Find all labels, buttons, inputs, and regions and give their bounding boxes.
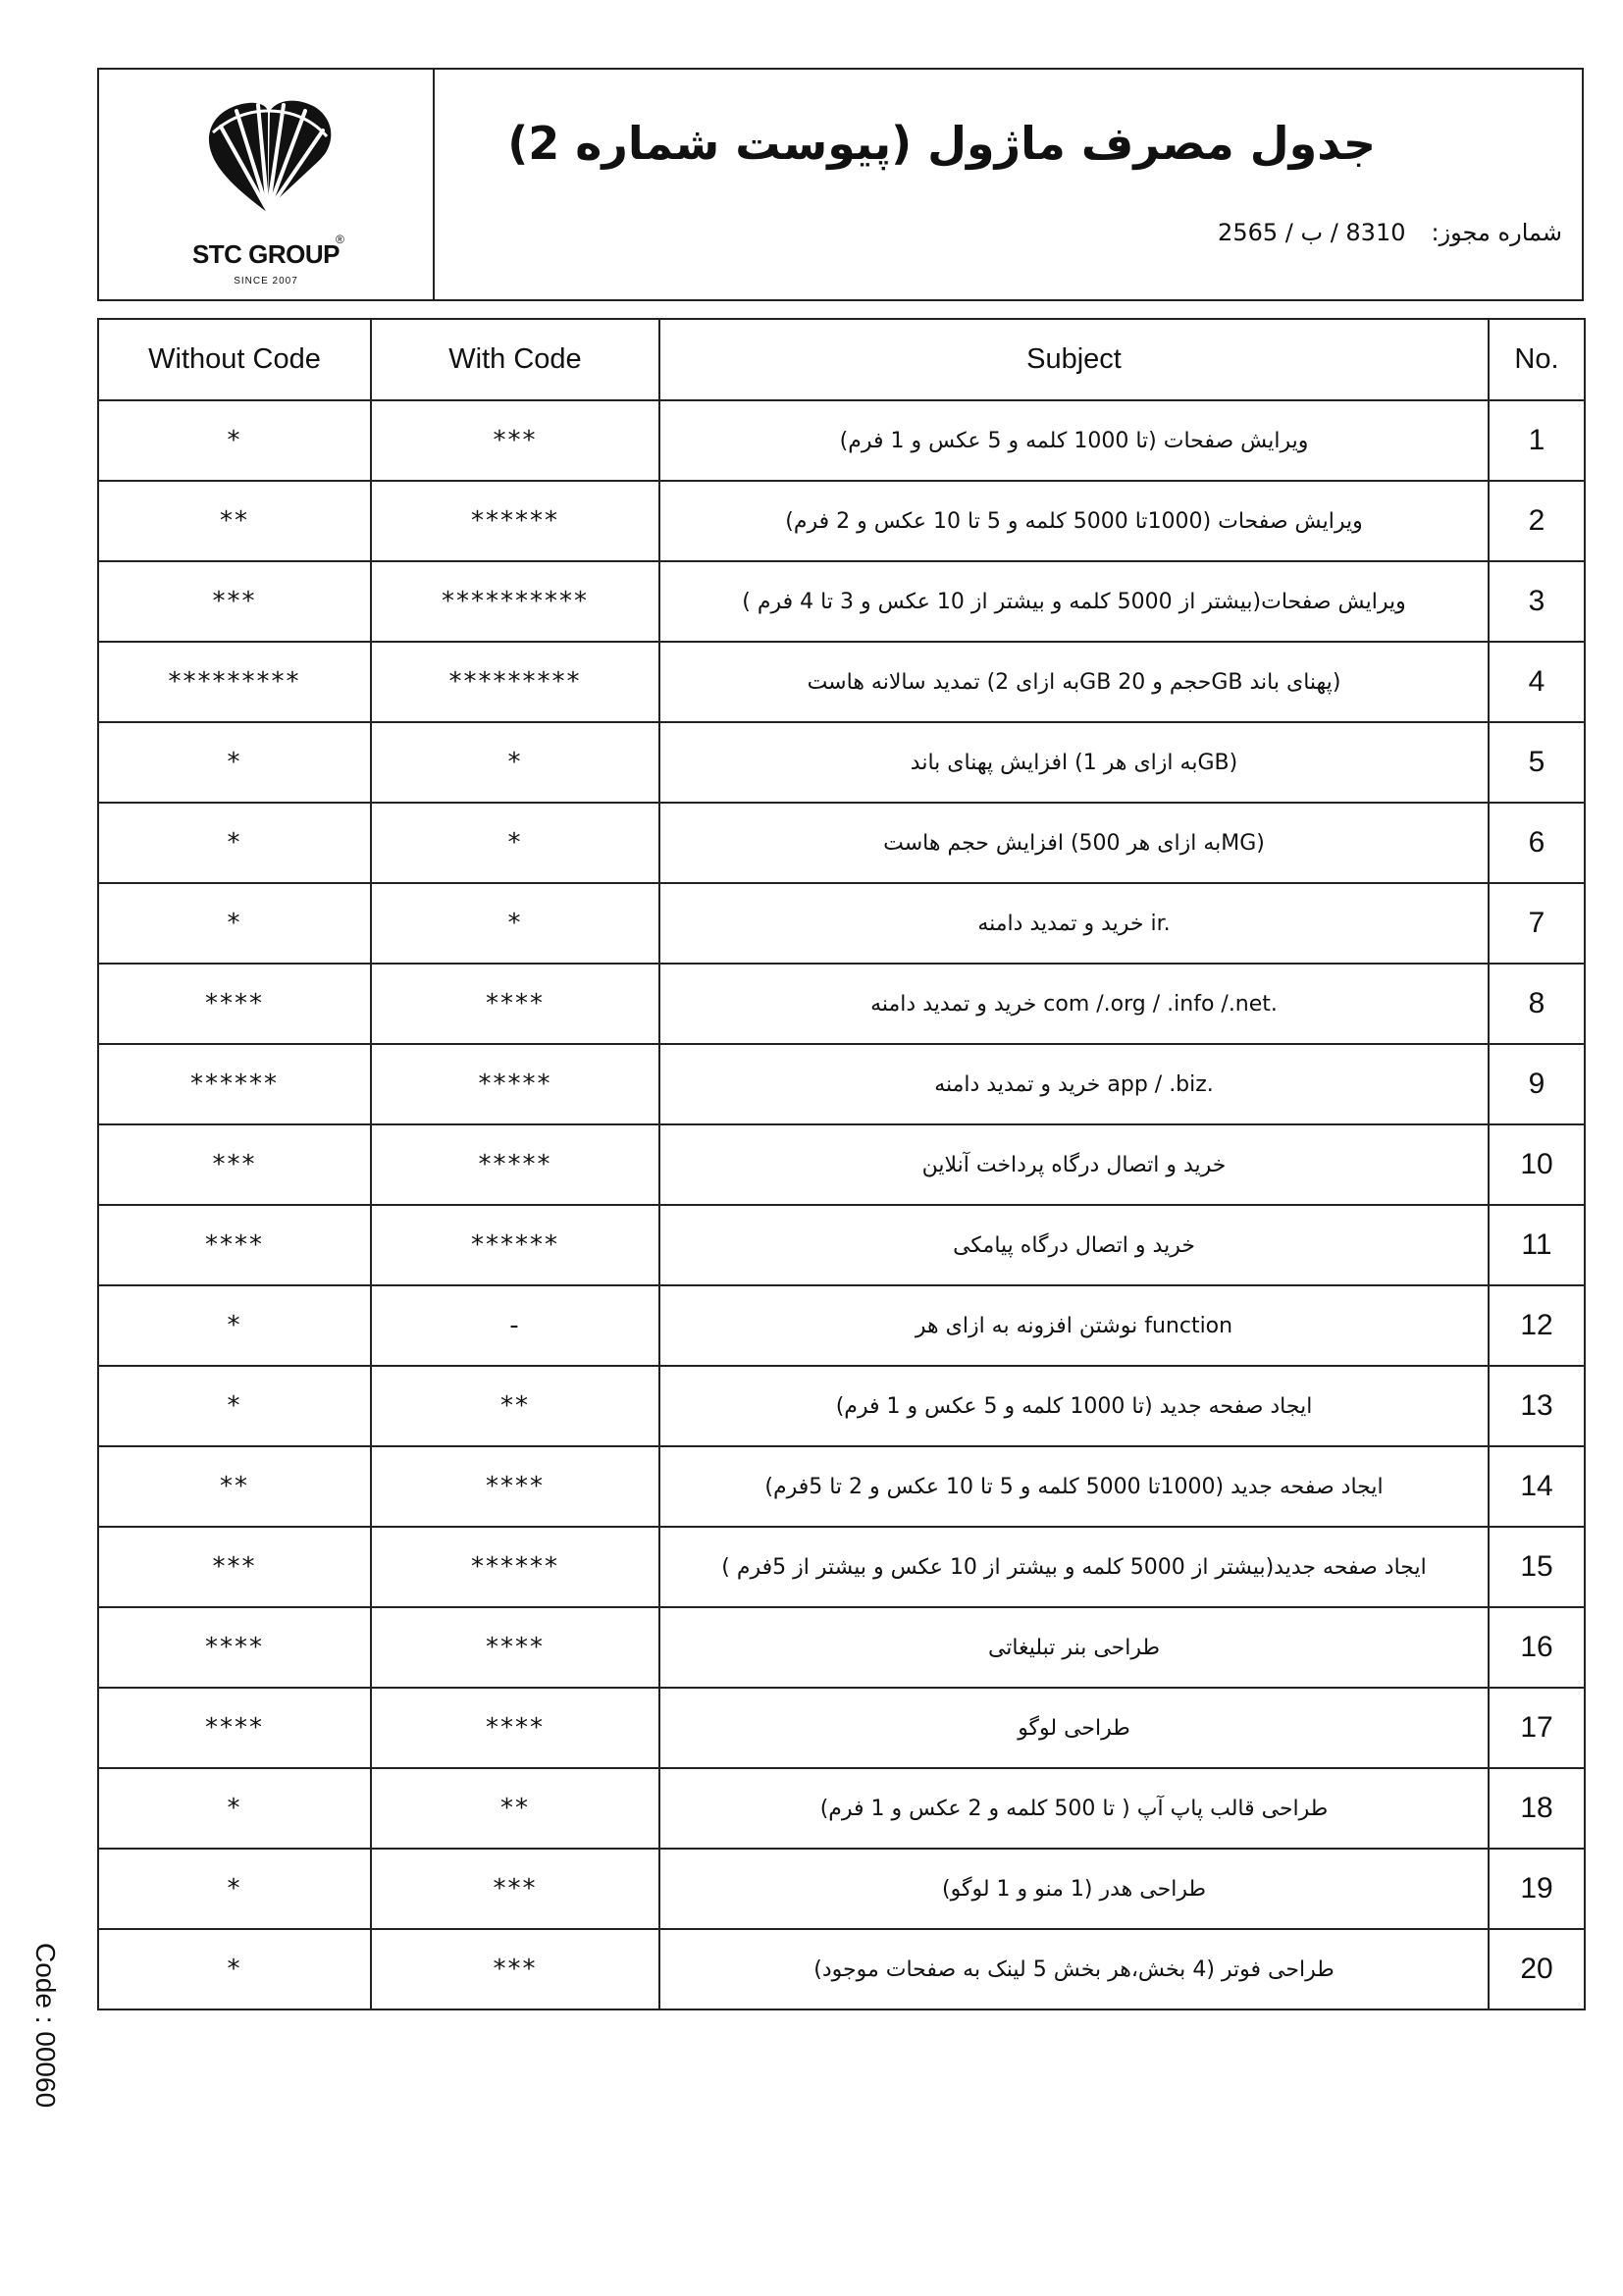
cell-with-code <box>371 1285 659 1366</box>
table-row <box>98 1124 1585 1205</box>
table-row <box>98 1446 1585 1527</box>
cell-no <box>1489 1768 1585 1849</box>
cell-without-code-text: * <box>227 1874 242 1904</box>
cell-without-code-text: ** <box>220 506 249 536</box>
cell-with-code-text: **** <box>486 1713 545 1743</box>
cell-subject <box>659 1607 1489 1688</box>
cell-with-code <box>371 1366 659 1446</box>
table-row <box>98 803 1585 883</box>
cell-without-code <box>98 883 371 964</box>
side-code-text: Code : 00060 <box>30 1943 61 2109</box>
cell-without-code-text: * <box>227 828 242 858</box>
cell-without-code <box>98 1929 371 2009</box>
header-subject: Subject <box>659 319 1489 400</box>
cell-subject <box>659 1205 1489 1285</box>
cell-subject-text: ایجاد صفحه جدید(بیشتر از 5000 کلمه و بیشتر از 10 عکس و بیشتر از 5فرم ) <box>721 1554 1427 1580</box>
cell-with-code-text: ** <box>500 1794 530 1823</box>
cell-with-code <box>371 1124 659 1205</box>
cell-with-code-text: * <box>507 828 523 858</box>
cell-subject-text: ویرایش صفحات(بیشتر از 5000 کلمه و بیشتر از 10 عکس و 3 تا 4 فرم ) <box>742 589 1406 614</box>
cell-no-text: 19 <box>1520 1872 1553 1905</box>
cell-with-code <box>371 481 659 561</box>
cell-no <box>1489 883 1585 964</box>
table-row <box>98 1607 1585 1688</box>
brand-since: SINCE 2007 <box>234 276 298 287</box>
cell-no-text: 11 <box>1521 1228 1552 1261</box>
cell-without-code <box>98 1285 371 1366</box>
cell-no <box>1489 722 1585 803</box>
cell-without-code <box>98 1849 371 1929</box>
cell-no-text: 15 <box>1520 1550 1553 1583</box>
cell-with-code <box>371 1044 659 1124</box>
cell-subject <box>659 481 1489 561</box>
cell-with-code-text: ****** <box>471 1552 559 1582</box>
cell-without-code-text: *** <box>212 1150 257 1179</box>
cell-with-code <box>371 561 659 642</box>
table-row <box>98 722 1585 803</box>
logo-cell <box>99 70 435 299</box>
cell-subject <box>659 1285 1489 1366</box>
cell-no <box>1489 1607 1585 1688</box>
cell-subject <box>659 1688 1489 1768</box>
cell-no <box>1489 1205 1585 1285</box>
cell-without-code-text: *** <box>212 587 257 616</box>
cell-without-code-text: * <box>227 1311 242 1340</box>
table-body <box>98 400 1585 2009</box>
cell-no-text: 14 <box>1520 1470 1553 1502</box>
cell-no-text: 9 <box>1528 1068 1545 1100</box>
cell-without-code <box>98 1688 371 1768</box>
cell-subject <box>659 1446 1489 1527</box>
cell-with-code-text: ********** <box>442 587 589 616</box>
registered-mark: ® <box>336 233 344 246</box>
document-title: جدول مصرف ماژول (پیوست شماره 2) <box>507 117 1376 170</box>
cell-with-code <box>371 1607 659 1688</box>
cell-with-code <box>371 1205 659 1285</box>
cell-no-text: 8 <box>1528 987 1545 1019</box>
cell-no-text: 7 <box>1528 907 1545 939</box>
cell-with-code <box>371 964 659 1044</box>
cell-without-code <box>98 1124 371 1205</box>
cell-subject <box>659 883 1489 964</box>
table-row <box>98 1044 1585 1124</box>
cell-with-code <box>371 1688 659 1768</box>
cell-with-code-text: **** <box>486 1472 545 1501</box>
cell-without-code-text: * <box>227 1955 242 1984</box>
header-without-code: Without Code <box>98 319 371 400</box>
cell-subject <box>659 1849 1489 1929</box>
cell-without-code-text: * <box>227 1794 242 1823</box>
table-row <box>98 642 1585 722</box>
cell-no-text: 20 <box>1520 1953 1553 1985</box>
cell-no-text: 1 <box>1528 424 1545 456</box>
cell-without-code <box>98 1768 371 1849</box>
cell-no-text: 12 <box>1520 1309 1553 1341</box>
table-header-row <box>98 319 1585 400</box>
cell-subject-text: افزایش حجم هاست (به ازای هر 500MG) <box>883 830 1265 856</box>
cell-with-code-text: *** <box>493 426 538 455</box>
cell-without-code <box>98 1044 371 1124</box>
cell-no <box>1489 561 1585 642</box>
cell-without-code <box>98 1607 371 1688</box>
table-row <box>98 1849 1585 1929</box>
cell-with-code <box>371 1849 659 1929</box>
cell-subject <box>659 1366 1489 1446</box>
cell-no <box>1489 1285 1585 1366</box>
cell-no <box>1489 1124 1585 1205</box>
cell-subject-text: طراحی فوتر (4 بخش،هر بخش 5 لینک به صفحات موجود) <box>813 1957 1335 1982</box>
cell-with-code-text: * <box>507 909 523 938</box>
cell-subject <box>659 1124 1489 1205</box>
cell-subject-text: طراحی قالب پاپ آپ ( تا 500 کلمه و 2 عکس و 1 فرم) <box>819 1796 1329 1821</box>
cell-without-code <box>98 481 371 561</box>
cell-with-code <box>371 722 659 803</box>
cell-no-text: 18 <box>1520 1792 1553 1824</box>
cell-without-code <box>98 722 371 803</box>
cell-subject <box>659 964 1489 1044</box>
cell-no <box>1489 400 1585 481</box>
table-row <box>98 1285 1585 1366</box>
cell-without-code-text: * <box>227 1391 242 1421</box>
table-row <box>98 561 1585 642</box>
cell-with-code <box>371 883 659 964</box>
header-no: No. <box>1489 319 1585 400</box>
cell-no <box>1489 1929 1585 2009</box>
cell-subject-text: نوشتن افزونه به ازای هر function <box>915 1313 1233 1338</box>
cell-subject-text: خرید و تمدید دامنه ir. <box>977 911 1171 936</box>
cell-without-code-text: **** <box>205 1713 264 1743</box>
module-consumption-table <box>97 318 1586 2010</box>
header-with-code: With Code <box>371 319 659 400</box>
cell-with-code-text: *** <box>493 1955 538 1984</box>
cell-with-code-text: ****** <box>471 506 559 536</box>
cell-without-code <box>98 803 371 883</box>
cell-subject <box>659 400 1489 481</box>
cell-with-code-text: - <box>509 1311 521 1340</box>
cell-with-code-text: ***** <box>478 1150 552 1179</box>
cell-without-code <box>98 1366 371 1446</box>
cell-subject-text: ایجاد صفحه جدید (تا 1000 کلمه و 5 عکس و 1 فرم) <box>835 1393 1313 1419</box>
cell-without-code <box>98 1205 371 1285</box>
cell-no-text: 17 <box>1520 1711 1553 1744</box>
cell-no <box>1489 1044 1585 1124</box>
cell-no <box>1489 481 1585 561</box>
cell-subject <box>659 1929 1489 2009</box>
table-row <box>98 1366 1585 1446</box>
cell-without-code-text: * <box>227 748 242 777</box>
cell-with-code <box>371 1446 659 1527</box>
cell-without-code-text: * <box>227 426 242 455</box>
cell-without-code-text: **** <box>205 1633 264 1662</box>
cell-without-code-text: *** <box>212 1552 257 1582</box>
table-row <box>98 1929 1585 2009</box>
cell-subject-text: خرید و اتصال درگاه پیامکی <box>953 1232 1195 1258</box>
cell-without-code-text: * <box>227 909 242 938</box>
cell-with-code <box>371 1768 659 1849</box>
table-row <box>98 1768 1585 1849</box>
cell-subject <box>659 561 1489 642</box>
cell-no <box>1489 642 1585 722</box>
cell-without-code-text: ****** <box>190 1070 279 1099</box>
cell-with-code-text: *** <box>493 1874 538 1904</box>
title-cell <box>435 70 1582 299</box>
cell-subject <box>659 1044 1489 1124</box>
cell-subject-text: ویرایش صفحات (1000تا 5000 کلمه و 5 تا 10 عکس و 2 فرم) <box>785 508 1363 534</box>
table-row <box>98 481 1585 561</box>
cell-with-code-text: ** <box>500 1391 530 1421</box>
cell-without-code-text: ********* <box>168 667 301 697</box>
cell-without-code <box>98 642 371 722</box>
cell-subject-text: طراحی بنر تبلیغاتی <box>987 1635 1161 1660</box>
cell-subject-text: افزایش پهنای باند (به ازای هر 1GB) <box>910 750 1238 775</box>
cell-subject-text: خرید و تمدید دامنه com /.org / .info /.net. <box>870 991 1278 1017</box>
table-row <box>98 400 1585 481</box>
cell-subject-text: تمدید سالانه هاست (به ازای 2GB حجم و 20GB پهنای باند) <box>807 669 1341 695</box>
cell-without-code-text: **** <box>205 989 264 1018</box>
cell-subject <box>659 803 1489 883</box>
cell-subject <box>659 1768 1489 1849</box>
cell-no-text: 4 <box>1528 665 1545 698</box>
table-row <box>98 883 1585 964</box>
cell-no-text: 3 <box>1528 585 1545 617</box>
permit-line <box>1218 219 1562 246</box>
cell-with-code-text: ****** <box>471 1230 559 1260</box>
cell-without-code <box>98 1446 371 1527</box>
cell-no <box>1489 1849 1585 1929</box>
cell-with-code <box>371 803 659 883</box>
table-row <box>98 1688 1585 1768</box>
permit-label: شماره مجوز: <box>1431 219 1562 246</box>
cell-subject <box>659 722 1489 803</box>
cell-with-code <box>371 1929 659 2009</box>
table-row <box>98 964 1585 1044</box>
brand-logo-icon <box>199 97 337 220</box>
cell-without-code <box>98 400 371 481</box>
cell-with-code-text: ***** <box>478 1070 552 1099</box>
cell-subject-text: طراحی لوگو <box>1018 1715 1130 1741</box>
cell-with-code <box>371 400 659 481</box>
cell-no <box>1489 1446 1585 1527</box>
cell-no-text: 6 <box>1528 826 1545 859</box>
cell-with-code-text: * <box>507 748 523 777</box>
cell-subject <box>659 642 1489 722</box>
cell-subject-text: ایجاد صفحه جدید (1000تا 5000 کلمه و 5 تا 10 عکس و 2 تا 5فرم) <box>764 1474 1384 1499</box>
cell-no-text: 16 <box>1520 1631 1553 1663</box>
cell-subject-text: خرید و تمدید دامنه app / .biz. <box>934 1071 1214 1097</box>
cell-with-code-text: **** <box>486 989 545 1018</box>
cell-with-code <box>371 642 659 722</box>
cell-no <box>1489 803 1585 883</box>
cell-without-code <box>98 1527 371 1607</box>
table-row <box>98 1527 1585 1607</box>
side-code <box>30 1943 73 2109</box>
cell-no-text: 2 <box>1528 504 1545 537</box>
cell-no <box>1489 1366 1585 1446</box>
permit-number: 8310 / ب / 2565 <box>1218 219 1406 246</box>
cell-subject-text: خرید و اتصال درگاه پرداخت آنلاین <box>921 1152 1227 1177</box>
cell-no-text: 13 <box>1520 1389 1553 1422</box>
cell-without-code <box>98 964 371 1044</box>
cell-no <box>1489 964 1585 1044</box>
header-box <box>97 68 1584 301</box>
cell-subject-text: ویرایش صفحات (تا 1000 کلمه و 5 عکس و 1 فرم) <box>839 428 1309 453</box>
cell-subject-text: طراحی هدر (1 منو و 1 لوگو) <box>942 1876 1206 1902</box>
cell-no <box>1489 1688 1585 1768</box>
cell-no <box>1489 1527 1585 1607</box>
table-row <box>98 1205 1585 1285</box>
cell-with-code-text: **** <box>486 1633 545 1662</box>
cell-with-code-text: ********* <box>448 667 582 697</box>
cell-without-code <box>98 561 371 642</box>
cell-without-code-text: ** <box>220 1472 249 1501</box>
cell-subject <box>659 1527 1489 1607</box>
cell-no-text: 10 <box>1520 1148 1553 1180</box>
brand-name: STC GROUP <box>191 239 340 269</box>
cell-with-code <box>371 1527 659 1607</box>
cell-no-text: 5 <box>1528 746 1545 778</box>
cell-without-code-text: **** <box>205 1230 264 1260</box>
